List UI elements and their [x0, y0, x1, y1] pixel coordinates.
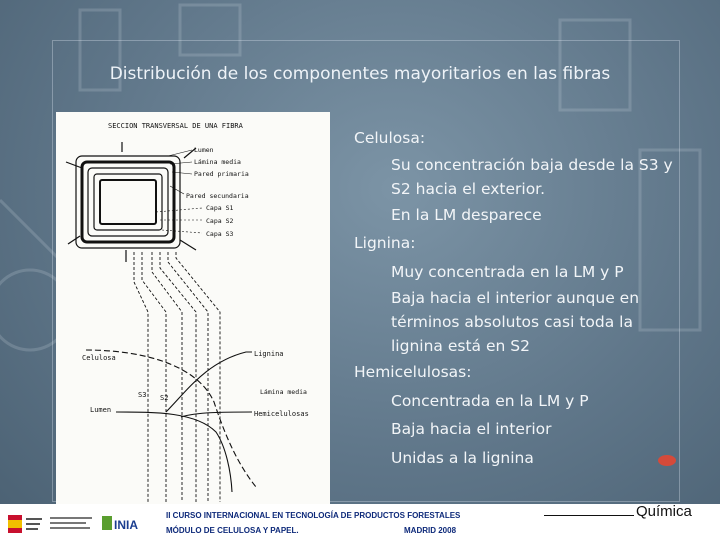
label-lamina-media-bottom: Lámina media: [260, 388, 307, 396]
label-lamina-media: Lámina media: [194, 158, 241, 166]
list-item-line: términos absolutos casi toda la: [391, 313, 633, 331]
list-item-line: Su concentración baja desde la S3 y: [391, 155, 673, 174]
footer-quimica: [544, 503, 692, 520]
list-item: Unidas a la lignina: [391, 448, 534, 467]
ministerio-logo-icon: [48, 512, 96, 536]
footer-course-title: II CURSO INTERNACIONAL EN TECNOLOGÍA DE PRODUCTOS FORESTALES: [166, 511, 461, 520]
quimica-label: Química: [636, 503, 692, 520]
section-heading-hemicelulosas: Hemicelulosas:: [354, 363, 472, 381]
list-item-line: Baja hacia el interior aunque en: [391, 289, 640, 307]
footer-place-date: MADRID 2008: [404, 526, 457, 535]
projection-lines: [134, 252, 220, 502]
blank-underline: [544, 503, 634, 516]
footer-module: MÓDULO DE CELULOSA Y PAPEL.: [166, 526, 299, 535]
list-item: Concentrada en la LM y P: [391, 391, 589, 410]
list-item: [391, 286, 674, 358]
label-pared-secundaria: Pared secundaria: [186, 192, 249, 200]
label-lignina: Lignina: [254, 350, 284, 358]
list-item-line: lignina está en S2: [391, 337, 530, 355]
section-heading-lignina: Lignina:: [354, 234, 416, 252]
list-item: Muy concentrada en la LM y P: [391, 262, 624, 281]
list-item: Baja hacia el interior: [391, 420, 552, 438]
label-lumen-bottom: Lumen: [90, 406, 112, 414]
gobierno-espana-logo-icon: [6, 512, 44, 536]
inia-logo: [100, 512, 152, 538]
label-capa-s1: Capa S1: [206, 204, 234, 212]
figure-heading: SECCION TRANSVERSAL DE UNA FIBRA: [108, 122, 243, 130]
fiber-cell-drawing: [66, 142, 202, 262]
label-capa-s3: Capa S3: [206, 230, 234, 238]
red-badge-icon: [658, 455, 676, 466]
label-capa-s2: Capa S2: [206, 217, 234, 225]
list-item: [391, 153, 674, 201]
label-s2: S2: [160, 394, 169, 402]
inia-logo-text: INIA: [114, 518, 138, 532]
label-hemicelulosas: Hemicelulosas: [254, 410, 309, 418]
concentration-curves: [86, 350, 256, 492]
bullet-text: [354, 124, 674, 472]
label-lumen: Lumen: [194, 146, 214, 154]
slide-title: Distribución de los componentes mayoritarios en las fibras: [109, 64, 611, 84]
label-pared-primaria: Pared primaria: [194, 170, 249, 178]
label-celulosa: Celulosa: [82, 354, 116, 362]
list-item-line: S2 hacia el exterior.: [391, 179, 546, 198]
list-item: En la LM desparece: [391, 205, 542, 224]
section-heading-celulosa: Celulosa:: [354, 129, 426, 147]
fiber-cross-section-figure: [56, 112, 330, 504]
label-s3: S3: [138, 391, 147, 399]
